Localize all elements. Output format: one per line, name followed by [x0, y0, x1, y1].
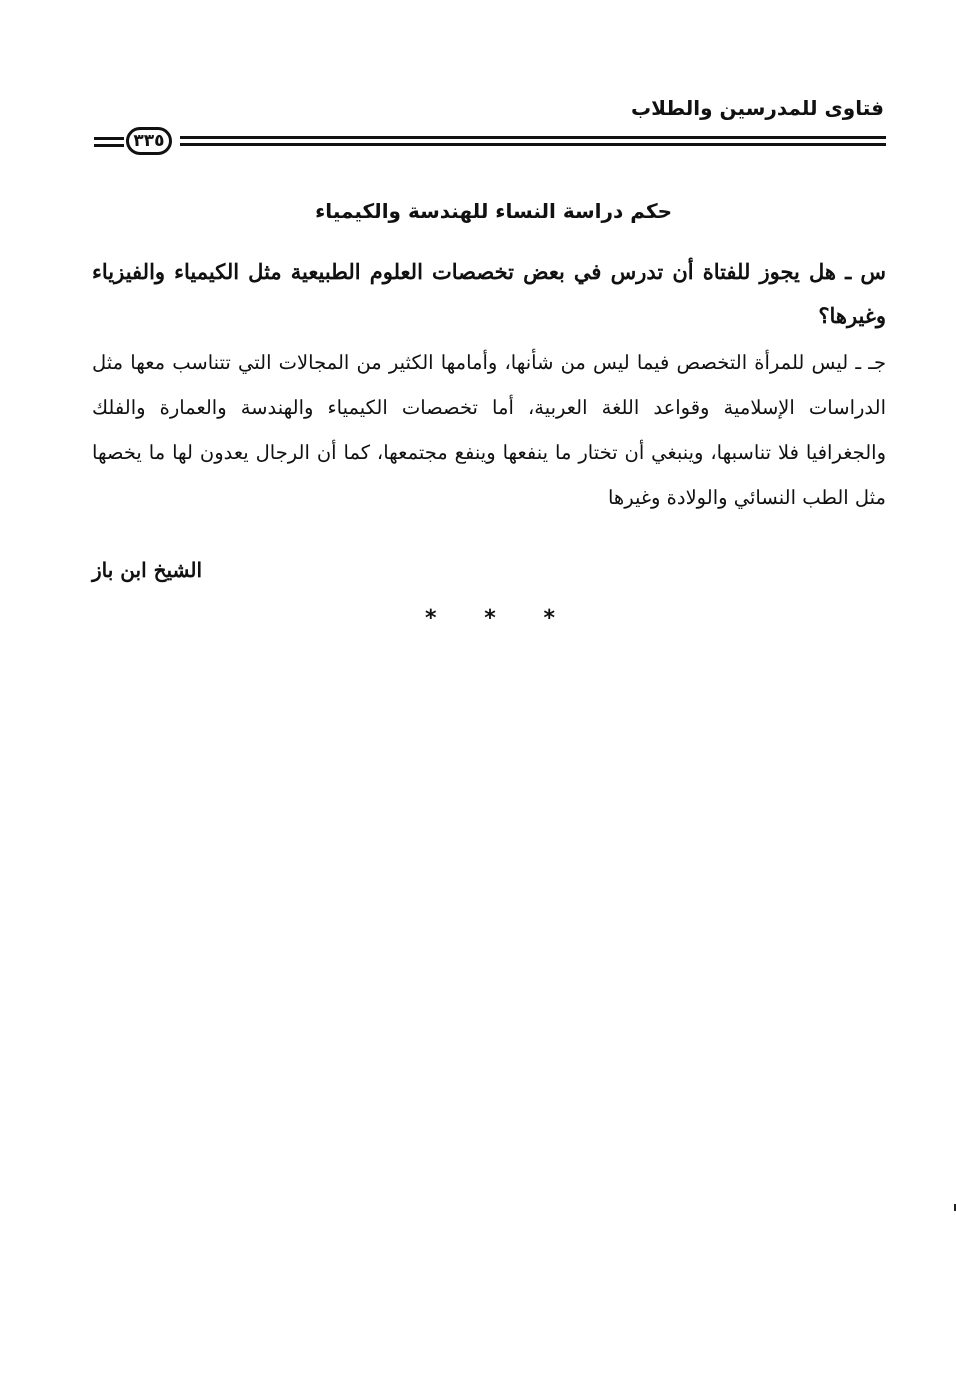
- answer-paragraph: جـ ـ ليس للمرأة التخصص فيما ليس من شأنها، وأمامها الكثير من المجالات التي تتناسب معها مثل الدراسات الإسلامية وقواعد اللغة العربية، أما تخصصات الكيمياء والهندسة والعمارة والفلك والجغرافيا فلا تناسبها، وينبغي أن تختار ما ينفعها وينفع مجتمعها، كما أن الرجال يعدون لها ما يخصها مثل الطب النسائي والولادة وغيرها: [92, 351, 886, 509]
- question-paragraph: س ـ هل يجوز للفتاة أن تدرس في بعض تخصصات العلوم الطبيعية مثل الكيمياء والفيزياء وغيرها؟: [92, 259, 886, 328]
- header-rule-thin: [180, 143, 886, 146]
- book-title: فتاوى للمدرسين والطلاب: [631, 96, 884, 120]
- section-separator: [425, 606, 555, 631]
- asterisk-ornament: *: [484, 606, 496, 631]
- section-title: حكم دراسة النساء للهندسة والكيمياء: [315, 199, 672, 223]
- page-number: ٣٣٥: [126, 127, 172, 155]
- header-rule-thick: [180, 136, 886, 139]
- asterisk-ornament: *: [543, 606, 555, 631]
- asterisk-ornament: *: [425, 606, 437, 631]
- header-rule-left-b: [94, 144, 124, 147]
- signature: الشيخ ابن باز: [92, 558, 203, 582]
- header-rule-left-a: [94, 137, 124, 140]
